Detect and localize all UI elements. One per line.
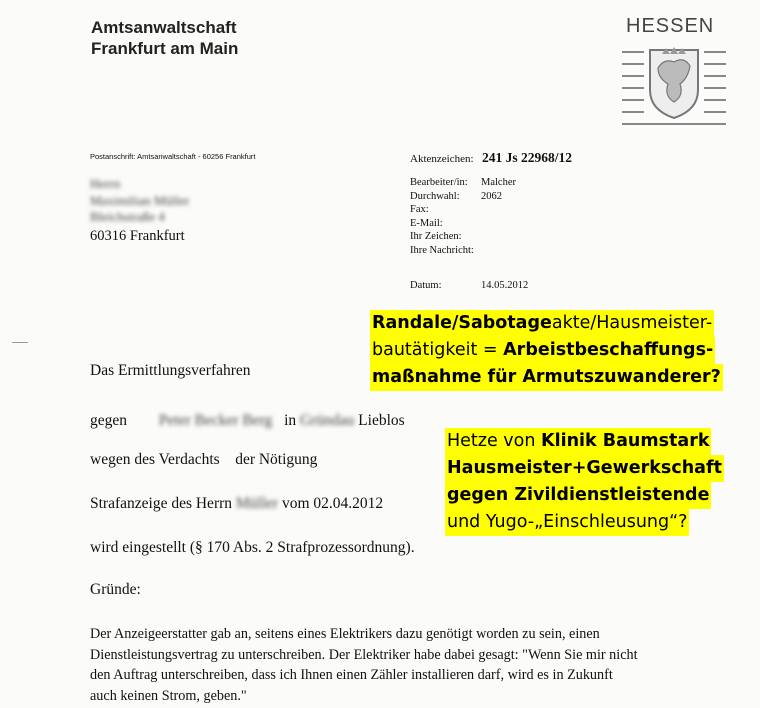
strafanzeige-name: Müller xyxy=(235,495,279,512)
in-label: in xyxy=(284,412,297,429)
eingestellt-line: wird eingestellt (§ 170 Abs. 2 Strafprozessordnung). xyxy=(90,539,415,556)
reference-field-label: E-Mail: xyxy=(410,217,443,229)
annotation-line xyxy=(445,428,711,455)
strafanzeige-line xyxy=(90,495,383,513)
aktenzeichen-label: Aktenzeichen: xyxy=(410,153,474,165)
annotation-bold-text: maßnahme für Armutszuwanderer? xyxy=(372,367,721,387)
gegen-label: gegen xyxy=(90,412,128,429)
place-suffix: Lieblos xyxy=(358,412,405,429)
annotation-line xyxy=(445,455,724,482)
reference-field-label: Bearbeiter/in: xyxy=(410,177,468,188)
state-name: HESSEN xyxy=(626,15,715,37)
annotation-text: akte/Hausmeister- xyxy=(551,313,713,333)
letter-intro: Das Ermittlungsverfahren xyxy=(90,362,251,379)
reference-field-row xyxy=(410,244,516,258)
annotation-text: und Yugo-„Einschleusung“? xyxy=(447,512,688,532)
recipient-address xyxy=(90,176,189,244)
datum-value: 14.05.2012 xyxy=(481,280,529,291)
reference-field-label: Ihr Zeichen: xyxy=(410,231,462,242)
annotation-line xyxy=(445,482,711,509)
paragraph-line: Der Anzeigeerstatter gab an, seitens eines Elektrikers dazu genötigt worden zu sein, einen xyxy=(90,626,600,642)
hessen-coat-of-arms-icon xyxy=(618,44,730,128)
recipient-line-1: Herrn xyxy=(90,176,121,191)
annotation-line xyxy=(445,509,689,536)
reference-field-row xyxy=(410,203,516,217)
datum-label: Datum: xyxy=(410,280,442,291)
gegen-line xyxy=(90,412,405,430)
wegen-line: wegen des Verdachts der Nötigung xyxy=(90,451,318,468)
annotation-bold-text: gegen Zivildienstleistende xyxy=(447,485,710,505)
paragraph-line: den Auftrag unterschreiben, dass ich Ihnen einen Zähler installieren darf, wird es in Zukunft xyxy=(90,667,613,683)
annotation-bold-text: Hausmeister+Gewerkschaft xyxy=(447,458,722,478)
reference-field-value: 2062 xyxy=(481,190,502,202)
annotation-text: Hetze von xyxy=(447,431,542,451)
recipient-line-2: Maximilian Müller xyxy=(90,192,190,208)
place-name: Gründau xyxy=(300,412,355,429)
postal-sender-line: Postanschrift: Amtsanwaltschaft - 60256 Frankfurt xyxy=(90,152,256,161)
reference-field-value: Malcher xyxy=(481,177,516,188)
reference-field-row xyxy=(410,190,516,204)
reference-field-label: Fax: xyxy=(410,204,429,215)
reference-field-label: Ihre Nachricht: xyxy=(410,244,474,256)
recipient-city: 60316 Frankfurt xyxy=(90,227,185,244)
annotation-bold-text: Arbeistbeschaffungs- xyxy=(503,340,714,360)
authority-name xyxy=(91,17,238,59)
annotation-bold-text: Klinik Baumstark xyxy=(541,431,710,451)
reference-fields xyxy=(410,176,516,257)
reason-paragraph xyxy=(90,624,638,706)
annotation-line xyxy=(370,364,723,391)
strafanzeige-pre: Strafanzeige des Herrn xyxy=(90,495,233,512)
annotation-line xyxy=(370,310,714,337)
gruende-heading: Gründe: xyxy=(90,581,141,598)
annotation-bold-text: Randale/Sabotage xyxy=(372,313,552,333)
paragraph-line: auch keinen Strom, geben." xyxy=(90,687,247,704)
reference-field-row xyxy=(410,217,516,231)
reference-field-row xyxy=(410,176,516,190)
reference-field-row xyxy=(410,230,516,244)
gegen-name: Peter Becker Berg xyxy=(158,412,273,429)
authority-line-1: Amtsanwaltschaft xyxy=(91,18,237,37)
authority-line-2: Frankfurt am Main xyxy=(91,39,239,58)
annotation-sabotage xyxy=(370,310,723,391)
strafanzeige-post: vom 02.04.2012 xyxy=(281,495,384,512)
scan-mark xyxy=(12,342,28,343)
annotation-text: bautätigkeit = xyxy=(372,340,504,360)
annotation-line xyxy=(370,337,715,364)
reference-field-label: Durchwahl: xyxy=(410,190,460,202)
recipient-line-3: Bleichstraße 4 xyxy=(90,209,165,224)
aktenzeichen-value: 241 Js 22968/12 xyxy=(482,150,573,165)
paragraph-line: Dienstleistungsvertrag zu unterschreiben. Der Elektriker habe dabei gesagt: "Wenn Sie mir nicht xyxy=(90,646,638,663)
annotation-hetze xyxy=(445,428,724,536)
